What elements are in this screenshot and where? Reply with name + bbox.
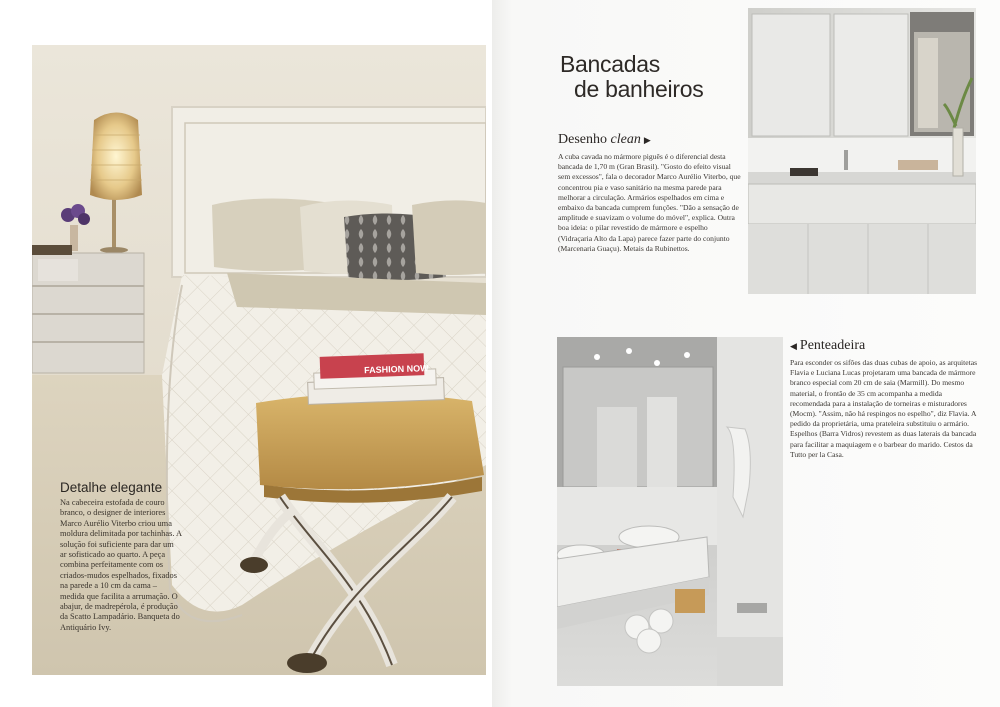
section-title-line-1: Bancadas — [560, 51, 660, 77]
section-title — [560, 52, 703, 102]
left-caption — [60, 480, 182, 633]
desenho-body: A cuba cavada no mármore piguês é o diferencial desta bancada de 1,70 m (Gran Brasil). "Gosto do efeito visual sem excessos", fala o decorador Marco Aurélio Viterbo, que concentrou pia e vaso sanitário na mesma parede para melhorar a circulação. Armários espelhados em cima e embaixo da bancada cumprem funções. "Dão a sensação de amplitude e suavizam o volume do móvel", explica. Outra boa ideia: o pilar revestido de mármore e espelho (Vidraçaria Alto da Lapa) parece fazer parte do conjunto (Marcenaria Guaçu). Metais da Rubinettos. — [558, 152, 741, 253]
desenho-heading-text: Desenho — [558, 132, 611, 147]
bathroom-vanity-illustration — [748, 8, 976, 294]
desenho-heading — [558, 132, 742, 148]
caption-title: Detalhe elegante — [60, 480, 163, 495]
dressing-table-illustration — [557, 337, 783, 686]
section-title-line-2: de banheiros — [574, 76, 704, 102]
caption-body: Na cabeceira estofada de couro branco, o designer de interiores Marco Aurélio Viterbo criou uma moldura delimitada por tachinhas. A solução foi suficiente para dar um ar sofisticado ao quarto. A peça combina perfeitamente com os criados-mudos espelhados, fixados na parede a 10 cm da cama – medida que facilita a arrumação. O abajur, de madrepérola, é produção da Scatto Lampadário. Banqueta do Antiquário Ivy. — [60, 498, 182, 632]
desenho-heading-emphasis: clean — [610, 132, 641, 147]
penteadeira-heading-text: Penteadeira — [799, 338, 866, 353]
desenho-clean-article — [558, 132, 742, 254]
triangle-right-icon: ▶ — [643, 135, 651, 145]
penteadeira-heading — [790, 338, 978, 354]
penteadeira-body: Para esconder os sifões das duas cubas de apoio, as arquitetas Flavia e Luciana Lucas projetaram uma bancada de mármore branco especial com 20 cm de saia (Marmill). Do mesmo material, o frontão de 35 cm acompanha a medida recomendada para a instalação de torneiras e misturadores (Mocm). "Assim, não há respingos no espelho", diz Flavia. A pedido da proprietária, uma prateleira substituiu o armário. Espelhos (Barra Vidros) revestem as duas laterais da bancada para facilitar a maquiagem e o barbear do marido. Cestos da Tutto per la Casa. — [790, 358, 978, 459]
triangle-left-icon: ◀ — [790, 341, 797, 351]
dressing-table-photo — [557, 337, 783, 686]
bathroom-vanity-photo — [748, 8, 976, 294]
book-cover-text: FASHION NOW — [363, 363, 429, 376]
penteadeira-article — [790, 338, 978, 460]
